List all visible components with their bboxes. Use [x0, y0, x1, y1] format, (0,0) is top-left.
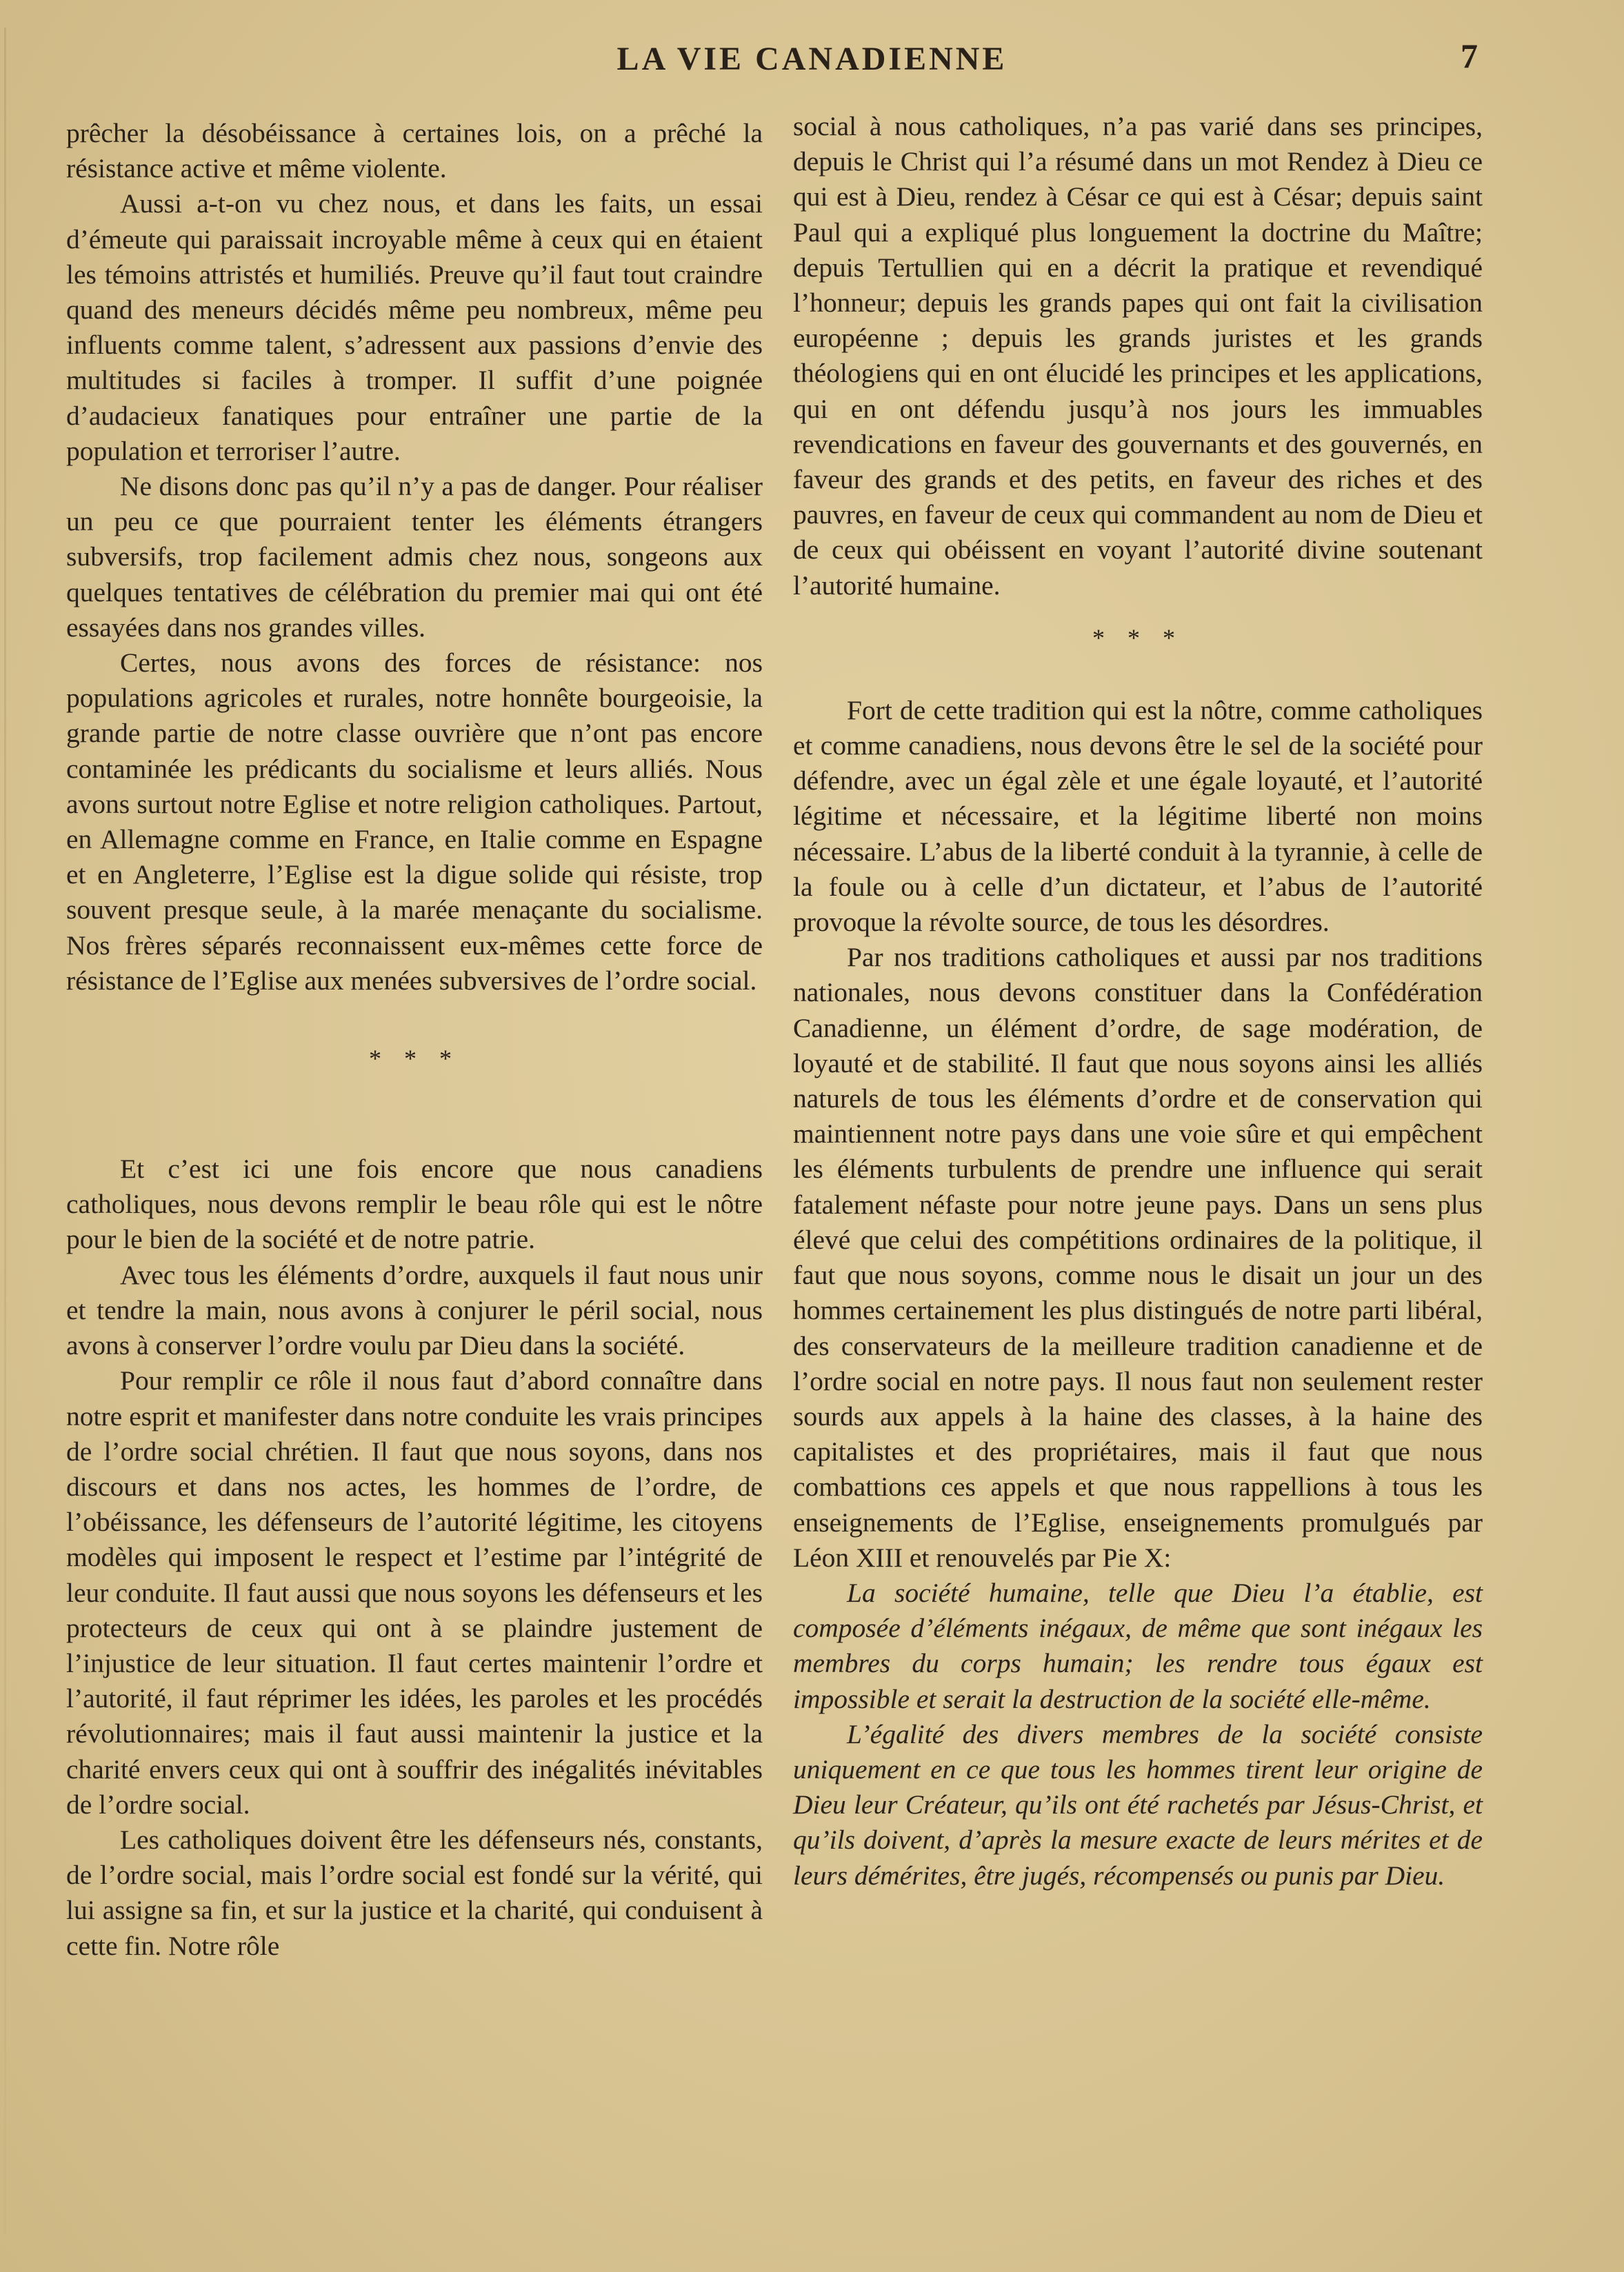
right-column — [793, 109, 1483, 1893]
encyclical-quote: L’égalité des divers membres de la société consiste uniquement en ce que tous les hommes tirent leur origine de Dieu leur Créateur, qu’ils ont été rachetés par Jésus-Christ, et qu’ils doivent, d’après la mesure exacte de leurs mérites et de leurs démérites, être jugés, récompensés ou punis par Dieu. — [793, 1718, 1483, 1891]
paragraph: Par nos traditions catholiques et aussi par nos traditions nationales, nous devons constituer dans la Confédération Canadienne, un élément d’ordre, de sage modération, de loyauté et de stabilité. Il faut que nous soyons ainsi les alliés naturels de tous les éléments d’ordre et de conservation qui maintiennent notre pays dans une voie sûre et qui empêchent les éléments turbulents de prendre une influence qui serait fatalement néfaste pour notre jeune pays. Dans un sens plus élevé que celui des compétitions ordinaires de la politique, il faut que nous soyons, comme nous le disait un jour un des hommes certainement les plus distingués de notre parti libéral, des conservateurs de la meilleure tradition canadienne et de l’ordre social en notre pays. Il nous faut non seulement rester sourds aux appels à la haine des classes, à la haine des capitalistes et des propriétaires, mais il faut que nous combattions ces appels et que nous rappellions à tous les enseignements de l’Eglise, enseignements promulgués par Léon XIII et renouvelés par Pie X: — [793, 942, 1483, 1573]
encyclical-quote: La société humaine, telle que Dieu l’a établie, est composée d’éléments inégaux, de même que sont inégaux les membres du corps humain; les rendre tous égaux est impossible et serait la destruction de la société elle-même. — [793, 1577, 1483, 1714]
paragraph: Certes, nous avons des forces de résistance: nos populations agricoles et rurales, notre honnête bourgeoisie, la grande partie de notre classe ouvrière que n’ont pas encore contaminée les prédicants du socialisme et leurs alliés. Nous avons surtout notre Eglise et notre religion catholiques. Partout, en Allemagne comme en France, en Italie comme en Espagne et en Angleterre, l’Eglise est la digue solide qui résiste, trop souvent presque seule, à la marée menaçante du socialisme. Nos frères séparés reconnaissent eux-mêmes cette force de résistance de l’Eglise aux menées subversives de l’ordre social. — [66, 647, 763, 996]
paragraph: social à nous catholiques, n’a pas varié dans ses principes, depuis le Christ qui l’a résumé dans un mot Rendez à Dieu ce qui est à Dieu, rendez à César ce qui est à César; depuis saint Paul qui a expliqué plus longuement la doctrine du Maître; depuis Tertullien qui en a décrit la pratique et revendiqué l’honneur; depuis les grands papes qui ont fait la civilisation européenne ; depuis les grands juristes et les grands théologiens qui en ont élucidé les principes et les applications, qui en ont défendu jusqu’à nos jours les immuables revendications en faveur des gouvernants et des gouvernés, en faveur des grands et des petits, en faveur des riches et des pauvres, en faveur de ceux qui commandent au nom de Dieu et de ceux qui obéissent en voyant l’autorité divine soutenant l’autorité humaine. — [793, 111, 1483, 601]
section-separator: * * * — [1092, 623, 1183, 652]
paragraph: Pour remplir ce rôle il nous faut d’abord connaître dans notre esprit et manifester dans notre conduite les vrais principes de l’ordre social chrétien. Il faut que nous soyons, dans nos discours et dans nos actes, les hommes de l’ordre, de l’obéissance, les défenseurs de l’autorité légitime, les citoyens modèles qui imposent le respect et l’estime par l’intégrité de leur conduite. Il faut aussi que nous soyons les défenseurs et les protecteurs de ceux qui ont à se plaindre justement de l’injustice de leur situation. Il faut certes maintenir l’ordre et l’autorité, il faut réprimer les idées, les paroles et les procédés révolutionnaires; mais il faut aussi maintenir la justice et la charité envers ceux qui ont à souffrir des inégalités inévitables de l’ordre social. — [66, 1365, 763, 1820]
paragraph: Aussi a-t-on vu chez nous, et dans les faits, un essai d’émeute qui paraissait incroyable même à ceux qui en étaient les témoins attristés et humiliés. Preuve qu’il faut tout craindre quand des meneurs décidés même peu nombreux, même peu influents comme talent, s’adressent aux passions d’envie des multitudes si faciles à tromper. Il suffit d’une poignée d’audacieux fanatiques pour entraîner une partie de la population et terroriser l’autre. — [66, 188, 763, 466]
running-header-title: LA VIE CANADIENNE — [616, 41, 1008, 77]
left-column — [66, 116, 763, 1964]
page-number: 7 — [1461, 37, 1478, 75]
section-separator: * * * — [369, 1045, 460, 1073]
paragraph: Et c’est ici une fois encore que nous canadiens catholiques, nous devons remplir le beau rôle qui est le nôtre pour le bien de la société et de notre patrie. — [66, 1154, 763, 1255]
paragraph: Les catholiques doivent être les défenseurs nés, constants, de l’ordre social, mais l’ordre social est fondé sur la vérité, qui lui assigne sa fin, et sur la justice et la charité, qui conduisent à cette fin. Notre rôle — [66, 1824, 763, 1961]
paragraph: Fort de cette tradition qui est la nôtre, comme catholiques et comme canadiens, nous devons être le sel de la société pour défendre, avec un égal zèle et une égale loyauté, et l’autorité légitime et nécessaire, et la légitime liberté non moins nécessaire. L’abus de la liberté conduit à la tyrannie, à celle de la foule ou à celle d’un dictateur, et l’abus de l’autorité provoque la révolte source, de tous les désordres. — [793, 694, 1483, 938]
paragraph: prêcher la désobéissance à certaines lois, on a prêché la résistance active et même violente. — [66, 118, 763, 184]
binding-edge — [4, 28, 6, 2234]
paragraph: Ne disons donc pas qu’il n’y a pas de danger. Pour réaliser un peu ce que pourraient tenter les éléments étrangers subversifs, trop facilement admis chez nous, songeons aux quelques tentatives de célébration du premier mai qui ont été essayées dans nos grandes villes. — [66, 471, 763, 643]
paragraph: Avec tous les éléments d’ordre, auxquels il faut nous unir et tendre la main, nous avons à conjurer le péril social, nous avons à conserver l’ordre voulu par Dieu dans la société. — [66, 1259, 763, 1361]
